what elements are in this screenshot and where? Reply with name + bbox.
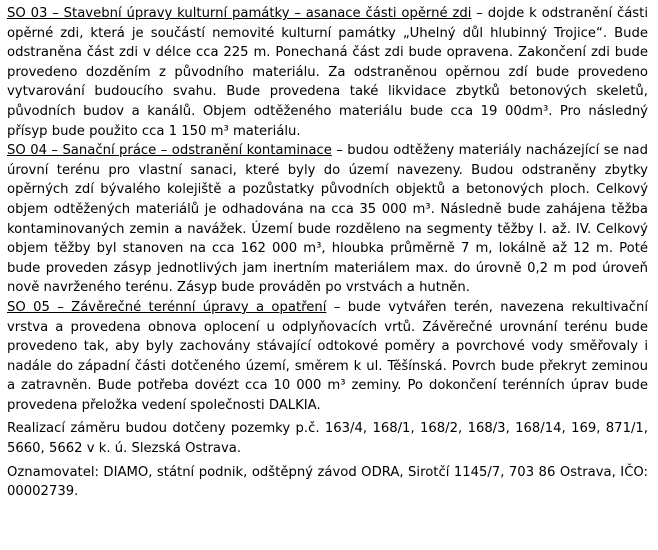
section-text-so-03: – dojde k odstranění části opěrné zdi, která je součástí nemovité kulturní památky „Uhelný důl hlubinný Trojice“. Bude odstraněna část zdi v délce cca 225 m. Ponechaná část zdi bude opravena. Zakončení zdi bude provedeno dozděním z původního materiálu. Za odstraněnou opěrnou zdí bude provedeno vytvarování budoucího svahu. Bude provedena také likvidace zbytků betonových skeletů, původních budov a kanálů. Objem odtěženého materiálu bude cca 19 00dm³. Pro následný přísyp bude použito cca 1 150 m³ materiálu. <box>7 6 648 139</box>
section-so-05 <box>7 298 648 416</box>
section-heading-so-04: SO 04 – Sanační práce – odstranění kontaminace <box>7 143 332 159</box>
section-heading-so-05: SO 05 – Závěrečné terénní úpravy a opatření <box>7 299 327 315</box>
section-so-04 <box>7 141 648 298</box>
section-text-so-04: – budou odtěženy materiály nacházející se nad úrovní terénu pro vlastní sanaci, které byly do území navezeny. Budou odstraněny zbytky opěrných zdí bývalého kolejiště a pozůstatky původních objektů a betonových ploch. Celkový objem odtěžených materiálů je odhadována na cca 35 000 m³. Následně bude zahájena těžba kontaminovaných zemin a navážek. Území bude rozděleno na segmenty těžby I. až. IV. Celkový objem těžby byl stanoven na cca 162 000 m³, hloubka průměrně 7 m, lokálně až 12 m. Poté bude proveden zásyp jednotlivých jam inertním materiálem max. do úrovně 0,2 m pod úroveň nově navrženého terénu. Zásyp bude prováděn po vrstvách a hutněn. <box>7 143 648 296</box>
section-heading-so-03: SO 03 – Stavební úpravy kulturní památky – asanace části opěrné zdi <box>7 6 472 21</box>
section-so-03 <box>7 4 648 141</box>
realization-paragraph: Realizací záměru budou dotčeny pozemky p.č. 163/4, 168/1, 168/2, 168/3, 168/14, 169, 871/1, 5660, 5662 v k. ú. Slezská Ostrava. <box>7 421 648 457</box>
document-body <box>7 4 648 502</box>
section-text-so-05: – bude vytvářen terén, navezena rekultivační vrstva a provedena obnova oplocení u odplyňovacích vrtů. Závěrečné urovnání terénu bude provedeno tak, aby byly zachovány stávající odtokové poměry a povrchové vody směřovaly i nadále do západní části dotčeného území, směrem k ul. Těšínská. Povrch bude překryt zeminou a zatravněn. Bude potřeba dovézt cca 10 000 m³ zeminy. Po dokončení terénních úprav bude provedena přeložka vedení společnosti DALKIA. <box>7 299 648 413</box>
notifier-paragraph: Oznamovatel: DIAMO, státní podnik, odštěpný závod ODRA, Sirotčí 1145/7, 703 86 Ostrava, IČO: 00002739. <box>7 464 648 500</box>
